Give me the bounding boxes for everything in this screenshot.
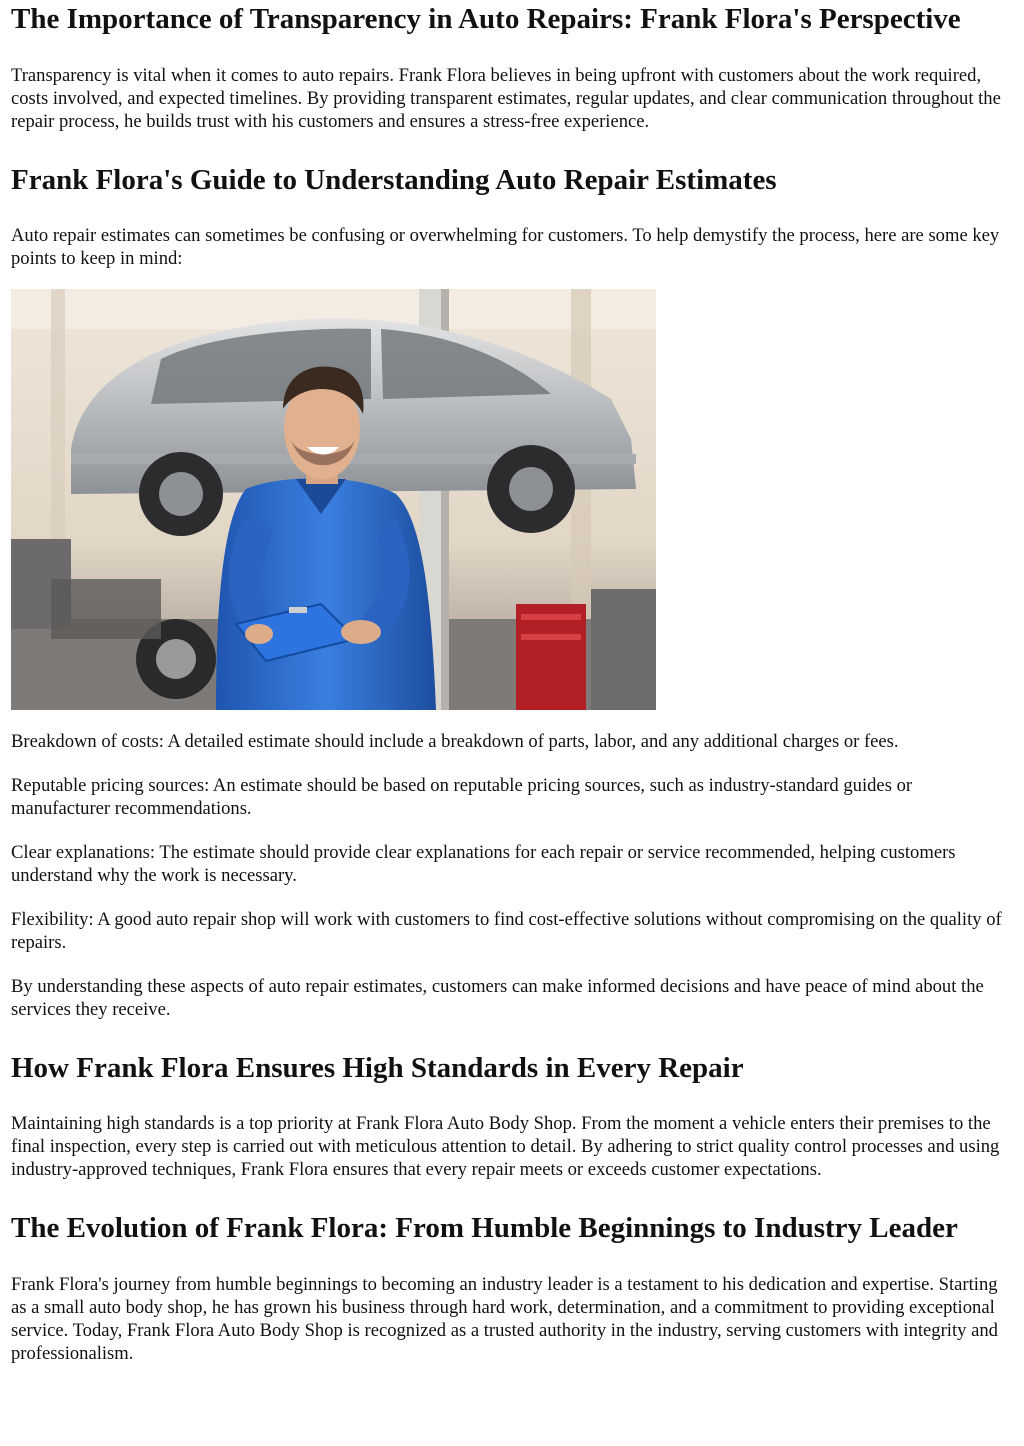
mechanic-photo — [11, 289, 656, 710]
paragraph-estimates-intro: Auto repair estimates can sometimes be confusing or overwhelming for customers. To help demystify the process, here are some key points to keep in mind: — [11, 225, 1000, 269]
heading-high-standards: How Frank Flora Ensures High Standards in Every Repair — [11, 1052, 744, 1084]
point-breakdown-of-costs: Breakdown of costs: A detailed estimate should include a breakdown of parts, labor, and any additional charges or fees. — [11, 731, 899, 752]
mechanic-illustration — [11, 289, 656, 710]
paragraph-high-standards: Maintaining high standards is a top priority at Frank Flora Auto Body Shop. From the moment a vehicle enters their premises to the final inspection, every step is carried out with meticulous attention to detail. By adhering to strict quality control processes and using industry-approved techniques, Frank Flora ensures that every repair meets or exceeds customer expectations. — [11, 1113, 1000, 1180]
point-flexibility: Flexibility: A good auto repair shop will work with customers to find cost-effective solutions without compromising on the quality of repairs. — [11, 909, 1002, 953]
heading-estimates-guide: Frank Flora's Guide to Understanding Auto Repair Estimates — [11, 164, 777, 196]
point-reputable-pricing: Reputable pricing sources: An estimate should be based on reputable pricing sources, such as industry-standard guides or manufacturer recommendations. — [11, 775, 913, 819]
heading-transparency: The Importance of Transparency in Auto Repairs: Frank Flora's Perspective — [11, 3, 961, 35]
point-clear-explanations: Clear explanations: The estimate should provide clear explanations for each repair or service recommended, helping customers understand why the work is necessary. — [11, 842, 956, 886]
paragraph-transparency: Transparency is vital when it comes to auto repairs. Frank Flora believes in being upfront with customers about the work required, costs involved, and expected timelines. By providing transparent estimates, regular updates, and clear communication throughout the repair process, he builds trust with his customers and ensures a stress-free experience. — [11, 65, 1001, 132]
paragraph-evolution: Frank Flora's journey from humble beginnings to becoming an industry leader is a testament to his dedication and expertise. Starting as a small auto body shop, he has grown his business through hard work, determination, and a commitment to providing exceptional service. Today, Frank Flora Auto Body Shop is recognized as a trusted authority in the industry, serving customers with integrity and professionalism. — [11, 1274, 998, 1364]
paragraph-estimates-conclusion: By understanding these aspects of auto repair estimates, customers can make informed decisions and have peace of mind about the services they receive. — [11, 976, 984, 1020]
heading-evolution: The Evolution of Frank Flora: From Humble Beginnings to Industry Leader — [11, 1212, 958, 1244]
